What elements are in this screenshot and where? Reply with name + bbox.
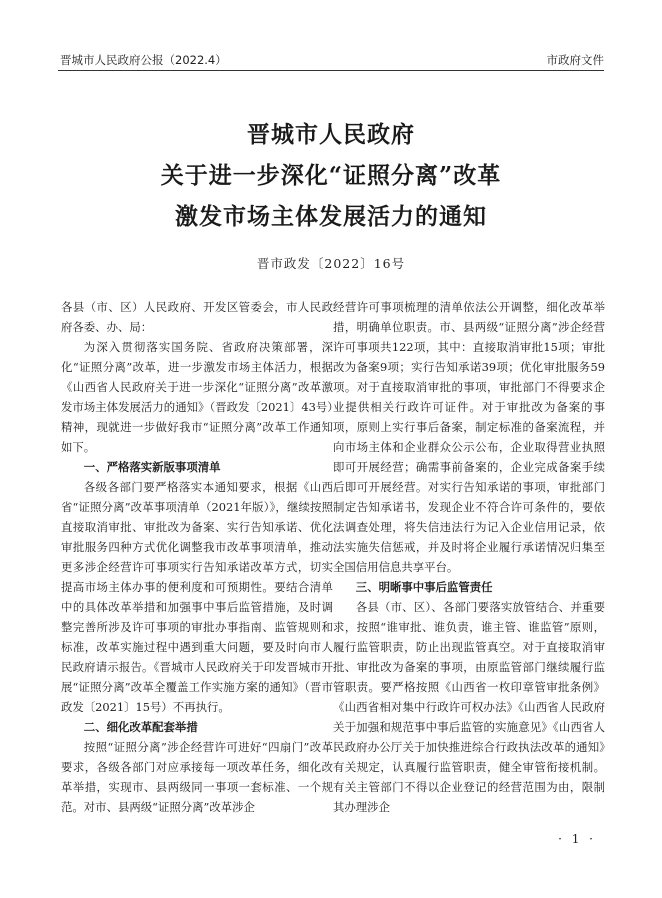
- title-line-3: 激发市场主体发展活力的通知: [175, 203, 487, 230]
- gazette-issue-label: 晋城市人民政府公报（2022.4）: [60, 53, 227, 67]
- addressee: 各县（市、区）人民政府、开发区管委会，市人民政府各委、办、局：: [61, 300, 333, 334]
- intro-paragraph: 为深入贯彻落实国务院、省政府决策部署，深化“证照分离”改革，进一步激发市场主体活力，根据《山西省人民政府关于进一步深化“证照分离”改革激发市场主体发展活力的通知》（晋政发〔2021〕43号）精神，现就进一步做好我市“证照分离”改革工作通知如下。: [61, 340, 333, 454]
- section-1-paragraph: 各级各部门要严格落实本通知要求，根据《山西省“证照分离”改革事项清单（2021年版）》，继续按照直接取消审批、审批改为备案、实行告知承诺、优化审批服务四种方式优化调整我市改革事项清单，推动更多涉企经营许可事项实行告知承诺改革方式，切实提高市场主体办事的便利度和可预期性。要结合清单中的具体改革举措和加强事中事后监管措施，及时调整完善所涉及许可事项的审批办事指南、监管规则和标准，改革实施过程中遇到重大问题，要及时向市人民政府请示报告。《晋城市人民政府关于印发晋城市开展“证照分离”改革全覆盖工作实施方案的通知》（晋市政发〔2021〕15号）不再执行。: [61, 480, 333, 714]
- section-heading-3: 三、明晰事中事后监管责任: [355, 580, 493, 594]
- continued-paragraph: 经营许可事项梳理的清单依法公开调整，细化改革举措，明确单位职责。市、县两级“证照分离”涉企经营许可事项共122项，其中：直接取消审批15项；审批改为备案9项；实行告知承诺39项；优化审批服务59项。对于直接取消审批的事项，审批部门不得要求企业提供相关行政许可证件。对于审批改为备案的事项，原则上实行事后备案，制定标准的备案流程，并向市场主体和企业群众公示公布，企业取得营业执照即可开展经营；确需事前备案的，企业完成备案手续后即可开展经营。对实行告知承诺的事项，审批部门制定告知承诺书，发现企业不符合许可条件的，要依法调查处理，将失信违法行为记入企业信用记录，依法实施失信惩戒，并及时将企业履行承诺情况归集至全国信用信息共享平台。: [333, 300, 605, 574]
- right-column: [333, 297, 605, 817]
- document-number: 晋市政发〔2022〕16号: [256, 256, 406, 271]
- page-number: · 1 ·: [558, 832, 596, 846]
- section-label: 市政府文件: [546, 53, 604, 67]
- title-line-2: 关于进一步深化“证照分离”改革: [160, 162, 502, 189]
- title-line-1: 晋城市人民政府: [247, 121, 415, 148]
- section-heading-2: 二、细化改革配套举措: [83, 720, 198, 734]
- section-2-paragraph: 按照“证照分离”涉企经营许可进好“四扇门”改革要求，各级各部门对应承接每一项改革任务，细化改革举措，实现市、县两级同一事项一套标准、一个规范。对市、县两级“证照分离”改革涉企: [61, 740, 333, 814]
- section-3-paragraph: 各县（市、区）、各部门要落实放管结合、并重要求，按照“谁审批、谁负责，谁主管、谁监管”原则，履行监管职责，防止出现监管真空。对于直接取消审批、审批改为备案的事项，由原监管部门继续履行监管职责。要严格按照《山西省一枚印章管审批条例》《山西省相对集中行政许可权办法》《山西省人民政府关于加强和规范事中事后监管的实施意见》《山西省人民政府办公厅关于加快推进综合行政执法改革的通知》有关规定，认真履行监管职责，健全审管衔接机制。有关主管部门不得以企业登记的经营范围为由，限制其办理涉企: [333, 600, 605, 814]
- running-header: [58, 48, 604, 71]
- document-title: [0, 114, 662, 237]
- section-heading-1: 一、严格落实新版事项清单: [83, 460, 221, 474]
- left-column: [61, 297, 333, 817]
